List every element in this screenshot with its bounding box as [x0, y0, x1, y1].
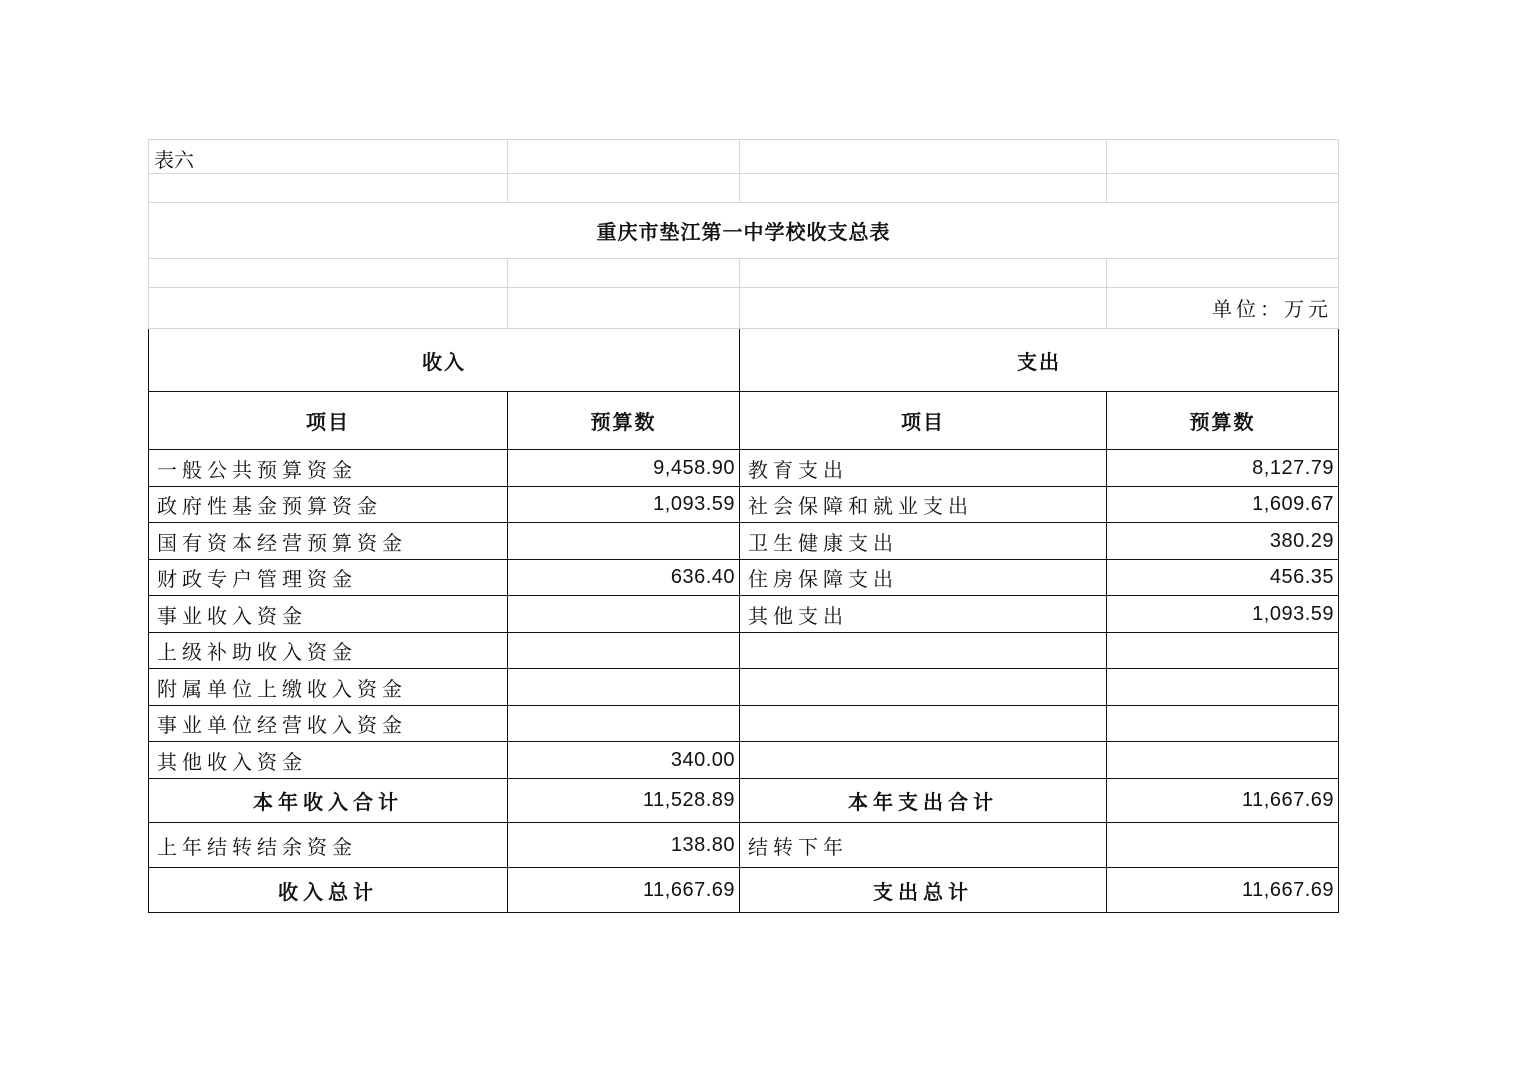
carryover-income-label: 上年结转结余资金: [149, 823, 508, 868]
expense-value: [1107, 669, 1339, 706]
income-item: 政府性基金预算资金: [149, 487, 508, 523]
income-item-header: 项目: [149, 392, 508, 450]
expense-value: 456.35: [1107, 560, 1339, 596]
income-value: 340.00: [508, 742, 740, 779]
expense-item-header: 项目: [740, 392, 1107, 450]
expense-item: [740, 669, 1107, 706]
table-row: [149, 450, 1339, 487]
expense-value: [1107, 633, 1339, 669]
income-value: [508, 669, 740, 706]
budget-sheet: [148, 139, 1339, 913]
expense-value: [1107, 706, 1339, 742]
expense-value: 380.29: [1107, 523, 1339, 560]
year-income-total-label: 本年收入合计: [149, 779, 508, 823]
page-title: 重庆市垫江第一中学校收支总表: [149, 203, 1339, 259]
income-item: 一般公共预算资金: [149, 450, 508, 487]
year-expense-total-label: 本年支出合计: [740, 779, 1107, 823]
table-row: [149, 523, 1339, 560]
sheet-tag: 表六: [149, 140, 508, 174]
income-grand-total-value: 11,667.69: [508, 868, 740, 913]
carryover-expense-value: [1107, 823, 1339, 868]
income-value: [508, 706, 740, 742]
expense-item: [740, 633, 1107, 669]
table-row: [149, 706, 1339, 742]
expense-header: 支出: [740, 329, 1339, 392]
expense-item: 社会保障和就业支出: [740, 487, 1107, 523]
expense-value: 8,127.79: [1107, 450, 1339, 487]
income-value: [508, 523, 740, 560]
income-budget-header: 预算数: [508, 392, 740, 450]
year-income-total-value: 11,528.89: [508, 779, 740, 823]
income-value: [508, 596, 740, 633]
table-row: [149, 633, 1339, 669]
income-item: 其他收入资金: [149, 742, 508, 779]
income-header: 收入: [149, 329, 740, 392]
carryover-income-value: 138.80: [508, 823, 740, 868]
expense-value: 1,609.67: [1107, 487, 1339, 523]
income-value: 1,093.59: [508, 487, 740, 523]
expense-value: 1,093.59: [1107, 596, 1339, 633]
table-row: [149, 560, 1339, 596]
income-item: 上级补助收入资金: [149, 633, 508, 669]
income-item: 附属单位上缴收入资金: [149, 669, 508, 706]
income-value: [508, 633, 740, 669]
expense-grand-total-value: 11,667.69: [1107, 868, 1339, 913]
expense-item: 卫生健康支出: [740, 523, 1107, 560]
table-row: [149, 596, 1339, 633]
expense-budget-header: 预算数: [1107, 392, 1339, 450]
year-total-row: [149, 779, 1339, 823]
income-item: 事业收入资金: [149, 596, 508, 633]
expense-grand-total-label: 支出总计: [740, 868, 1107, 913]
table-row: [149, 487, 1339, 523]
expense-item: [740, 742, 1107, 779]
income-grand-total-label: 收入总计: [149, 868, 508, 913]
expense-item: [740, 706, 1107, 742]
income-value: 636.40: [508, 560, 740, 596]
income-item: 事业单位经营收入资金: [149, 706, 508, 742]
unit-label: 单位：万元: [1107, 288, 1339, 329]
expense-item: 住房保障支出: [740, 560, 1107, 596]
carryover-row: [149, 823, 1339, 868]
year-expense-total-value: 11,667.69: [1107, 779, 1339, 823]
income-item: 财政专户管理资金: [149, 560, 508, 596]
expense-value: [1107, 742, 1339, 779]
income-value: 9,458.90: [508, 450, 740, 487]
grand-total-row: [149, 868, 1339, 913]
income-item: 国有资本经营预算资金: [149, 523, 508, 560]
expense-item: 教育支出: [740, 450, 1107, 487]
carryover-expense-label: 结转下年: [740, 823, 1107, 868]
table-row: [149, 742, 1339, 779]
expense-item: 其他支出: [740, 596, 1107, 633]
table-row: [149, 669, 1339, 706]
